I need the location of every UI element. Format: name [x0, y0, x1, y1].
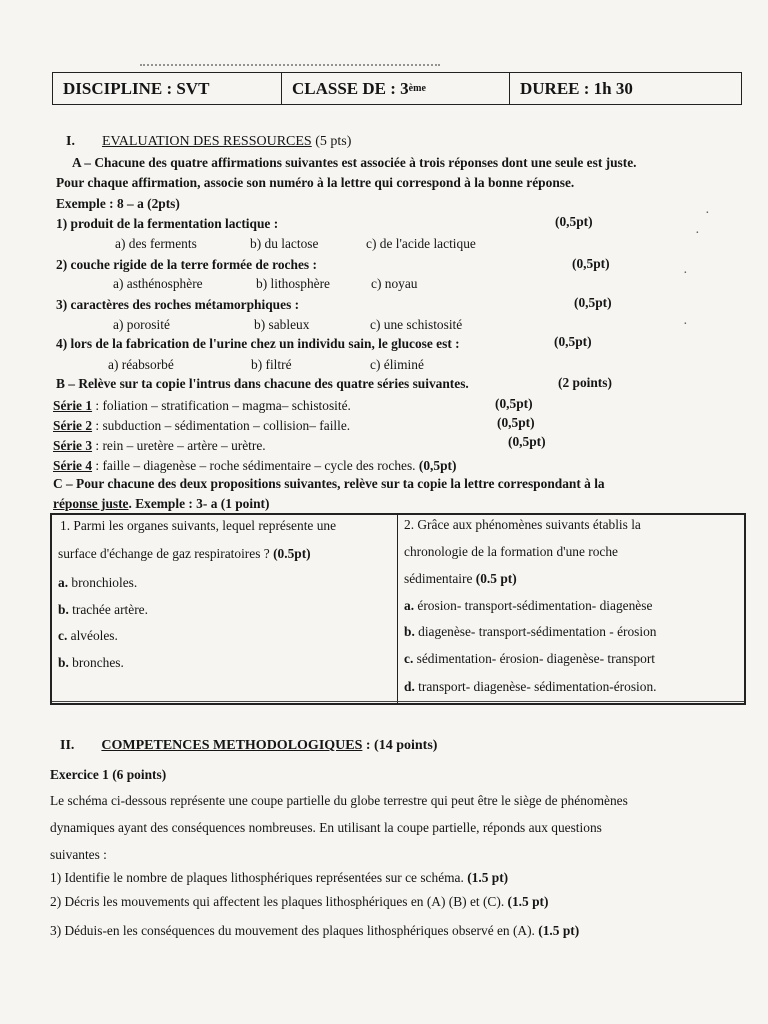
classe-label: CLASSE DE : 3: [292, 78, 409, 98]
discipline-label: DISCIPLINE : SVT: [63, 78, 210, 98]
series-3-points: (0,5pt): [508, 434, 546, 449]
option-letter: d.: [404, 679, 415, 694]
part-c-intro-line1: C – Pour chacune des deux propositions suivantes, relève sur ta copie la lettre correspondant à la: [53, 476, 605, 491]
section-1-number: I.: [66, 134, 75, 149]
exercise-1-question-1: [50, 870, 508, 886]
question-2-option-a: a) asthénosphère: [113, 276, 203, 291]
discipline-cell: [53, 73, 281, 104]
option-text: sédimentation- érosion- diagenèse- transport: [413, 651, 655, 666]
question-1-option-b: b) du lactose: [250, 236, 319, 251]
question-text: 1) Identifie le nombre de plaques lithosphériques représentées sur ce schéma.: [50, 870, 464, 885]
table-left-option-3: [58, 628, 118, 644]
option-letter: b.: [58, 655, 69, 670]
table-left-question-points: (0.5pt): [269, 546, 311, 561]
question-4-points: (0,5pt): [554, 334, 592, 349]
question-2-points: (0,5pt): [572, 256, 610, 271]
question-3-option-a: a) porosité: [113, 317, 170, 332]
series-4-text: : faille – diagenèse – roche sédimentaire – cycle des roches.: [92, 458, 416, 473]
series-2-label: Série 2: [53, 418, 93, 433]
table-right-question-line1: 2. Grâce aux phénomènes suivants établis la: [404, 517, 641, 532]
series-1-text: : foliation – stratification – magma– schistosité.: [92, 398, 351, 413]
scan-mark: ·: [705, 206, 710, 221]
question-4-text: 4) lors de la fabrication de l'urine chez un individu sain, le glucose est :: [56, 336, 460, 351]
scan-mark: ·: [695, 226, 700, 241]
question-2-text: 2) couche rigide de la terre formée de roches :: [56, 257, 317, 272]
classe-superscript: ème: [408, 83, 426, 94]
series-4-points: (0,5pt): [418, 458, 457, 473]
table-column-divider: [397, 515, 398, 703]
option-text: érosion- transport-sédimentation- diagenèse: [414, 598, 653, 613]
question-text: 3) Déduis-en les conséquences du mouvement des plaques lithosphériques observé en (A).: [50, 923, 535, 938]
question-4-option-a: a) réabsorbé: [108, 357, 174, 372]
table-right-question-line3: [404, 571, 517, 587]
part-a-intro-line2: Pour chaque affirmation, associe son numéro à la lettre qui correspond à la bonne réponse.: [56, 175, 575, 190]
section-1-title: EVALUATION DES RESSOURCES: [101, 134, 312, 149]
question-3-option-c: c) une schistosité: [370, 317, 463, 332]
question-2-option-c: c) noyau: [371, 276, 418, 291]
table-right-option-3: [404, 651, 655, 667]
table-right-option-2: [404, 624, 657, 640]
option-text: transport- diagenèse- sédimentation-érosion.: [414, 679, 657, 694]
exercise-1-title: Exercice 1 (6 points): [50, 767, 167, 782]
classe-cell: [281, 73, 509, 104]
exercise-1-question-2: [50, 894, 548, 910]
duree-cell: [509, 73, 741, 104]
table-left-question-text: surface d'échange de gaz respiratoires ?: [58, 546, 270, 561]
question-points: (1.5 pt): [538, 923, 580, 938]
part-b-points: (2 points): [558, 375, 612, 390]
question-3-points: (0,5pt): [574, 295, 612, 310]
part-a-intro-line1: A – Chacune des quatre affirmations suivantes est associée à trois réponses dont une seule est juste.: [72, 155, 637, 170]
question-4-option-b: b) filtré: [251, 357, 292, 372]
table-right-option-4: [404, 679, 657, 695]
section-2-points: : (14 points): [362, 738, 438, 753]
series-2: [53, 418, 350, 434]
table-left-question-line1: 1. Parmi les organes suivants, lequel représente une: [60, 518, 337, 533]
exercise-1-question-3: [50, 923, 579, 939]
option-text: bronches.: [68, 655, 124, 670]
option-text: bronchioles.: [68, 575, 138, 590]
option-text: diagenèse- transport-sédimentation - érosion: [414, 624, 657, 639]
option-text: trachée artère.: [68, 602, 148, 617]
part-b-intro: B – Relève sur ta copie l'intrus dans chacune des quatre séries suivantes.: [56, 376, 469, 391]
table-left-option-1: [58, 575, 137, 591]
question-points: (1.5 pt): [507, 894, 549, 909]
question-3-option-b: b) sableux: [254, 317, 310, 332]
series-1-points: (0,5pt): [495, 396, 533, 411]
series-3-text: : rein – uretère – artère – urètre.: [92, 438, 266, 453]
option-letter: c.: [404, 651, 414, 666]
table-left-option-2: [58, 602, 148, 618]
header-scan-artifact: [140, 64, 440, 72]
question-1-option-c: c) de l'acide lactique: [366, 236, 476, 251]
table-right-question-points: (0.5 pt): [472, 571, 517, 586]
part-c-intro-line2: [53, 496, 269, 512]
exam-header-table: [52, 72, 742, 105]
part-c-example: . Exemple : 3- a (1 point): [128, 496, 270, 511]
series-4-label: Série 4: [53, 458, 93, 473]
exercise-1-paragraph-line1: Le schéma ci-dessous représente une coupe partielle du globe terrestre qui peut être le siège de phénomènes: [50, 793, 628, 808]
question-1-text: 1) produit de la fermentation lactique :: [56, 216, 279, 231]
question-2-option-b: b) lithosphère: [256, 276, 331, 291]
section-1-points: (5 pts): [311, 134, 352, 149]
option-letter: b.: [58, 602, 69, 617]
section-2-title: COMPETENCES METHODOLOGIQUES: [101, 738, 363, 753]
table-right-option-1: [404, 598, 652, 614]
exercise-1-paragraph-line3: suivantes :: [50, 847, 107, 862]
option-letter: b.: [404, 624, 415, 639]
series-3-label: Série 3: [53, 438, 93, 453]
question-3-text: 3) caractères des roches métamorphiques :: [56, 297, 300, 312]
question-1-points: (0,5pt): [555, 214, 593, 229]
scan-mark: ·: [683, 266, 688, 281]
exercise-1-paragraph-line2: dynamiques ayant des conséquences nombreuses. En utilisant la coupe partielle, réponds aux questions: [50, 820, 602, 835]
option-text: alvéoles.: [67, 628, 118, 643]
question-1-option-a: a) des ferments: [115, 236, 197, 251]
option-letter: a.: [404, 598, 415, 613]
part-c-reponse-juste: réponse juste: [53, 496, 129, 511]
part-a-example: Exemple : 8 – a (2pts): [56, 196, 180, 211]
series-2-points: (0,5pt): [497, 415, 535, 430]
series-3: [53, 438, 266, 454]
table-right-question-line2: chronologie de la formation d'une roche: [404, 544, 618, 559]
duree-label: DUREE : 1h 30: [520, 78, 633, 98]
series-1: [53, 398, 351, 414]
question-points: (1.5 pt): [467, 870, 509, 885]
section-2-number: II.: [60, 738, 75, 753]
table-left-question-line2: [58, 546, 311, 562]
section-1-heading: [66, 134, 351, 150]
section-2-heading: [60, 738, 437, 754]
question-text: 2) Décris les mouvements qui affectent les plaques lithosphériques en (A) (B) et (C).: [50, 894, 505, 909]
series-1-label: Série 1: [53, 398, 93, 413]
table-inner-bottom-line: [52, 701, 744, 702]
table-right-question-text: sédimentaire: [404, 571, 473, 586]
option-letter: c.: [58, 628, 68, 643]
question-4-option-c: c) éliminé: [370, 357, 424, 372]
series-2-text: : subduction – sédimentation – collision– faille.: [92, 418, 351, 433]
table-left-option-4: [58, 655, 124, 671]
scan-mark: ·: [683, 317, 688, 332]
option-letter: a.: [58, 575, 69, 590]
series-4: [53, 458, 456, 474]
